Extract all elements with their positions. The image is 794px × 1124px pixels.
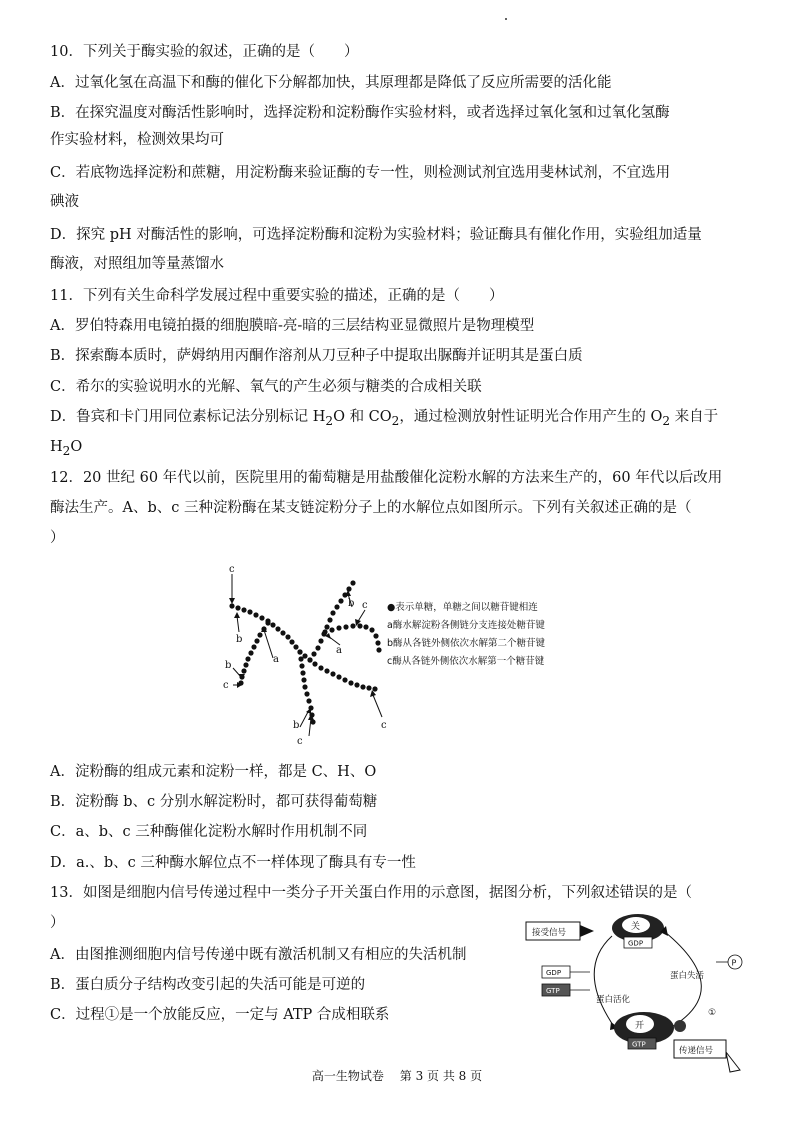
q12-option-b: B．淀粉酶 b、c 分别水解淀粉时，都可获得葡萄糖	[50, 794, 378, 810]
legend-line-3: b酶从各链外侧依次水解第二个糖苷键	[387, 638, 546, 649]
lower-branch	[297, 649, 315, 724]
legend-line-4: c酶从各链外侧依次水解第一个糖苷键	[387, 656, 545, 667]
label-c-top: c	[229, 564, 235, 575]
q10-option-d-line2: 酶液，对照组加等量蒸馏水	[50, 256, 224, 272]
label-c-upper: c	[362, 600, 368, 611]
label-c-bottom: c	[297, 736, 303, 747]
q12-option-a: A．淀粉酶的组成元素和淀粉一样，都是 C、H、O	[50, 764, 377, 780]
q12-option-c: C．a、b、c 三种酶催化淀粉水解时作用机制不同	[50, 824, 368, 840]
q11-stem: 11．下列有关生命科学发展过程中重要实验的描述，正确的是（ ）	[50, 288, 504, 304]
switch-protein-diagram	[520, 910, 760, 1080]
svg-text:GTP: GTP	[546, 987, 560, 995]
label-b-left: b	[236, 634, 243, 645]
q11-option-d-line2: $H_2O$	[50, 439, 83, 458]
q11-option-b: B．探索酶本质时，萨姆纳用丙酮作溶剂从刀豆种子中提取出脲酶并证明其是蛋白质	[50, 348, 583, 364]
label-b-left2: b	[225, 660, 232, 671]
svg-text:GTP: GTP	[632, 1040, 646, 1049]
q12-stem-line3: ）	[50, 530, 65, 546]
svg-text:接受信号: 接受信号	[532, 928, 567, 938]
q13-stem-line2: ）	[50, 915, 65, 931]
footer-title: 高一生物试卷	[311, 1069, 384, 1083]
q10-option-d-line1: D．探究 pH 对酶活性的影响，可选择淀粉酶和淀粉为实验材料；验证酶具有催化作用，实验组加适量	[50, 227, 702, 243]
q12-stem-line1: 12．20 世纪 60 年代以前，医院里用的葡萄糖是用盐酸催化淀粉水解的方法来生产的，60 年代以后改用	[50, 470, 723, 486]
svg-text:P: P	[731, 958, 737, 968]
label-a-left: a	[273, 654, 279, 665]
legend-line-2: a酶水解淀粉各侧链分支连接处糖苷键	[387, 620, 545, 631]
label-c-left: c	[223, 680, 229, 691]
q11-option-d-line1: D．鲁宾和卡门用同位素标记法分别标记 $H_2O$ 和 $CO_2$，通过检测放射性证明光合作用产生的 $O_2$ 来自于	[50, 409, 719, 428]
q13-option-c: C．过程①是一个放能反应，一定与 ATP 合成相联系	[50, 1007, 390, 1023]
q11-option-a: A．罗伯特森用电镜拍摄的细胞膜暗-亮-暗的三层结构亚显微照片是物理模型	[50, 318, 535, 334]
starch-hydrolysis-diagram	[215, 560, 555, 750]
q11-option-c: C．希尔的实验说明水的光解、氧气的产生必须与糖类的合成相关联	[50, 379, 482, 395]
svg-text:开: 开	[635, 1021, 645, 1031]
page-footer	[0, 1067, 794, 1084]
q10-option-b-line1: B．在探究温度对酶活性影响时，选择淀粉和淀粉酶作实验材料，或者选择过氧化氢和过氧化氢酶	[50, 105, 670, 121]
q13-option-a: A．由图推测细胞内信号传递中既有激活机制又有相应的失活机制	[50, 947, 467, 963]
q12-option-d: D．a.、b、c 三种酶水解位点不一样体现了酶具有专一性	[50, 855, 416, 871]
process-1-label: ①	[708, 1008, 717, 1018]
off-protein	[612, 914, 664, 948]
q12-stem-line2: 酶法生产。A、b、c 三种淀粉酶在某支链淀粉分子上的水解位点如图所示。下列有关叙述正确的是（	[50, 500, 692, 516]
q13-stem-line1: 13．如图是细胞内信号传递过程中一类分子开关蛋白作用的示意图，据图分析，下列叙述错误的是（	[50, 885, 692, 901]
q10-option-c-line2: 碘液	[50, 194, 79, 210]
q10-option-a: A．过氧化氢在高温下和酶的催化下分解都加快，其原理都是降低了反应所需要的活化能	[50, 75, 612, 91]
label-b-bottom: b	[293, 720, 300, 731]
receive-signal-arrow	[526, 922, 594, 940]
diagram-legend	[387, 601, 546, 667]
scan-dot	[505, 18, 507, 20]
deactivate-label: 蛋白失活	[670, 971, 705, 981]
label-a-right: a	[336, 645, 342, 656]
glucose-chains	[229, 580, 381, 724]
q13-option-b: B．蛋白质分子结构改变引起的失活可能是可逆的	[50, 977, 366, 993]
gdp-out-box	[542, 966, 590, 978]
label-c-right: c	[381, 720, 387, 731]
footer-page: 第 3 页 共 8 页	[399, 1069, 483, 1083]
svg-text:传递信号: 传递信号	[679, 1046, 714, 1056]
q10-stem: 10．下列关于酶实验的叙述，正确的是（ ）	[50, 44, 359, 60]
svg-text:关: 关	[631, 922, 641, 932]
svg-text:GDP: GDP	[628, 939, 644, 948]
gtp-in-box	[542, 984, 590, 996]
label-b-upper: b	[348, 598, 355, 609]
activate-label: 蛋白活化	[596, 995, 631, 1005]
legend-line-1: ●表示单糖，单糖之间以糖苷键相连	[387, 602, 538, 613]
q10-option-b-line2: 作实验材料，检测效果均可	[50, 132, 224, 148]
phosphate-circle	[716, 955, 742, 969]
q10-option-c-line1: C．若底物选择淀粉和蔗糖，用淀粉酶来验证酶的专一性，则检测试剂宜选用斐林试剂，不宜选用	[50, 165, 671, 181]
svg-text:GDP: GDP	[546, 969, 562, 977]
